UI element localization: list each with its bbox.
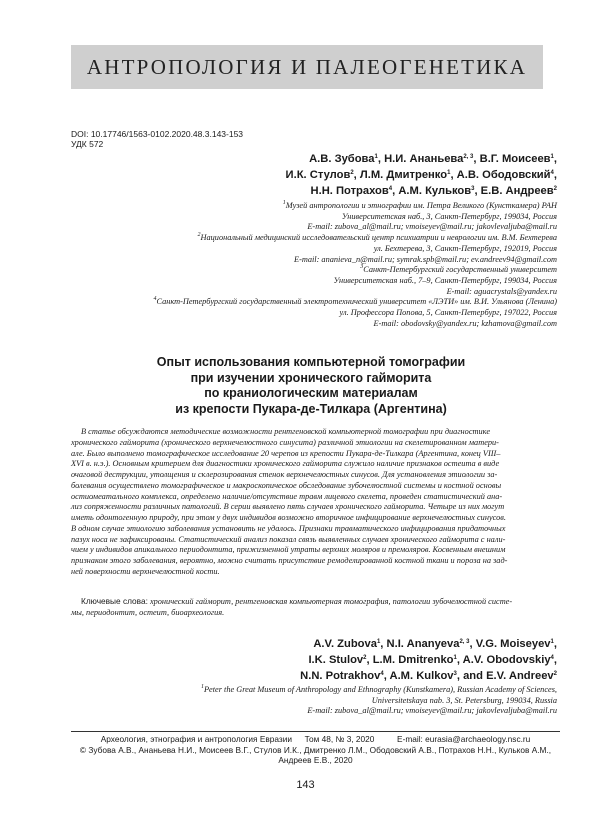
affiliation-line: E-mail: zubova_al@mail.ru; vmoiseyev@mail.ru; jakovlevaljuba@mail.ru: [307, 222, 557, 232]
authors-en-line-3: N.N. Potrakhov$^4$, A.M. Kulkov$^3$, and E.V. Andreev$^2$: [300, 670, 557, 682]
affiliation-line: Университетская наб., 3, Санкт-Петербург, 199034, Россия: [341, 211, 557, 221]
authors-en-line-2: I.K. Stulov$^2$, L.M. Dmitrenko$^1$, A.V. Obodovskiy$^4$,: [308, 654, 557, 666]
authors-ru: [87, 151, 557, 199]
article-title-line: по краниологическим материалам: [204, 386, 418, 400]
udk: УДК 572: [71, 139, 104, 149]
keywords-text: хронический гайморит, рентгеновская компьютерная томография, патологии зубочелюстной систе-: [147, 597, 513, 606]
affiliation-line: $^2$Национальный медицинский исследовательский центр психиатрии и неврологии им. В.М. Бехтерева: [197, 232, 557, 243]
authors-en: [87, 636, 557, 684]
article-title-line: при изучении хронического гайморита: [190, 370, 432, 385]
abstract-line: хронического гайморита (хронического верхнечелюстного синусита) различной этиологии на скелетированном матери-: [71, 437, 499, 447]
abstract-line: признаком этого заболевания, вероятно, можно считать присутствие ремоделированной костной ткани и пороза на зад-: [71, 556, 508, 565]
footer-divider: [71, 731, 560, 732]
keywords-line-2: мы, периодонтит, остеит, биоархеология.: [71, 607, 225, 617]
affiliation-line: ул. Профессора Попова, 5, Санкт-Петербург, 197022, Россия: [339, 308, 557, 318]
authors-ru-line-2: И.К. Стулов$^2$, Л.М. Дмитренко$^1$, А.В. Ободовский$^4$,: [285, 169, 557, 181]
footer-copyright-line-2: Андреев Е.В., 2020: [278, 755, 353, 765]
abstract-line: остиомеатального комплекса, определено наличие/отсутствие травм лицевого скелета, проведен статистический ана-: [71, 491, 503, 501]
affiliation-line: $^1$Peter the Great Museum of Anthropology and Ethnography (Kunstkamera), Russian Academy of Sciences,: [200, 684, 557, 694]
article-title-line: Опыт использования компьютерной томографии: [156, 355, 466, 369]
abstract-line: ней поверхности верхнечелюстной кости.: [71, 566, 220, 576]
authors-ru-line-1: А.В. Зубова$^1$, Н.И. Ананьева$^{2, 3}$, В.Г. Моисеев$^1$,: [309, 153, 557, 165]
abstract-line: очаговой деструкции, утолщения и склерозирования стенок верхнечелюстных синусов. Для установления этиологии за-: [71, 470, 498, 479]
doi: DOI: 10.17746/1563-0102.2020.48.3.143-153: [71, 129, 244, 139]
abstract: [71, 427, 560, 578]
authors-en-line-1: A.V. Zubova$^1$, N.I. Ananyeva$^{2, 3}$, V.G. Moiseyev$^1$,: [313, 638, 557, 650]
abstract-line: иметь одонтогенную природу, при этом у двух индивидов возможно вторичное инфицирование верхнечелюстных синусов.: [71, 513, 506, 522]
affiliations-en: [57, 685, 557, 717]
affiliation-line: $^4$Санкт-Петербургский государственный электротехнический университет «ЛЭТИ» им. В.И. Ульянова (Ленина): [153, 296, 557, 307]
abstract-line: лиз сопряженности различных патологий. В серии выявлено пять случаев хронического гайморита. Четыре из них могут: [71, 502, 505, 512]
abstract-line: але. Было выполнено томографическое исследование 20 черепов из крепости Пукара-де-Тилкара (Аргентина, конец VIII–: [71, 448, 501, 458]
affiliation-line: E-mail: obodovsky@yandex.ru; kzhamova@gmail.com: [373, 318, 557, 328]
affiliation-line: E-mail: aguacrystals@yandex.ru: [446, 286, 557, 296]
abstract-line: пазух носа не зафиксированы. Статистический анализ показал связь выявленных случаев хронического гайморита с нали-: [71, 534, 506, 544]
page-number: 143: [296, 779, 315, 791]
article-title: [71, 355, 551, 417]
footer-copyright-line-1: © Зубова А.В., Ананьева Н.И., Моисеев В.Г., Стулов И.К., Дмитренко Л.М., Ободовский А.В., Потрахов Н.Н., Кульков А.М.,: [79, 744, 552, 755]
affiliation-line: $^1$Музей антропологии и этнографии им. Петра Великого (Кунсткамера) РАН: [282, 200, 557, 210]
affiliation-line: ул. Бехтерева, 3, Санкт-Петербург, 192019, Россия: [373, 243, 557, 253]
affiliation-line: E-mail: ananieva_n@mail.ru; symrak.spb@mail.ru; ev.andreev94@gmail.com: [294, 254, 557, 264]
footer-journal: Археология, этнография и антропология Евразии: [100, 734, 292, 744]
section-banner-title: АНТРОПОЛОГИЯ И ПАЛЕОГЕНЕТИКА: [86, 54, 528, 79]
affiliation-line: E-mail: zubova_al@mail.ru; vmoiseyev@mail.ru; jakovlevaljuba@mail.ru: [307, 706, 557, 716]
keywords-line-1: [71, 596, 560, 608]
affiliations-ru: [57, 201, 557, 329]
abstract-line: чием у индивидов апикального периодонтита, прижизненной утраты верхних моляров и премоляров. Косвенным внешним: [71, 545, 506, 555]
affiliation-line: $^3$Санкт-Петербургский государственный университет: [360, 264, 557, 275]
keywords: [71, 596, 560, 619]
abstract-line: болевания осуществлено томографическое и макроскопическое обследование зубочелюстной системы и костной основы: [71, 480, 502, 490]
footer-journal-line: [71, 734, 560, 745]
abstract-line: В статье обсуждаются методические возможности рентгеновской компьютерной томографии при диагностике: [81, 427, 491, 436]
section-banner: [71, 45, 543, 89]
abstract-line: XVI в. н.э.). Основным критерием для диагностики хронического гайморита служило наличие признаков остеита в виде: [71, 459, 500, 469]
abstract-line: В одном случае этиологию заболевания установить не удалось. Признаки травматического инфицирования придаточных: [71, 523, 506, 533]
article-title-line: из крепости Пукара-де-Тилкара (Аргентина): [175, 401, 447, 416]
affiliation-line: Universitetskaya nab. 3, St. Petersburg, 199034, Russia: [371, 695, 557, 705]
affiliation-line: Университетская наб., 7–9, Санкт-Петербург, 199034, Россия: [333, 275, 557, 285]
footer-volume: Том 48, № 3, 2020: [304, 734, 375, 744]
footer-email: E-mail: eurasia@archaeology.nsc.ru: [397, 734, 531, 744]
keywords-label: Ключевые слова:: [81, 596, 148, 606]
authors-ru-line-3: Н.Н. Потрахов$^4$, А.М. Кульков$^3$, Е.В. Андреев$^2$: [310, 185, 557, 197]
footer: [71, 734, 560, 766]
